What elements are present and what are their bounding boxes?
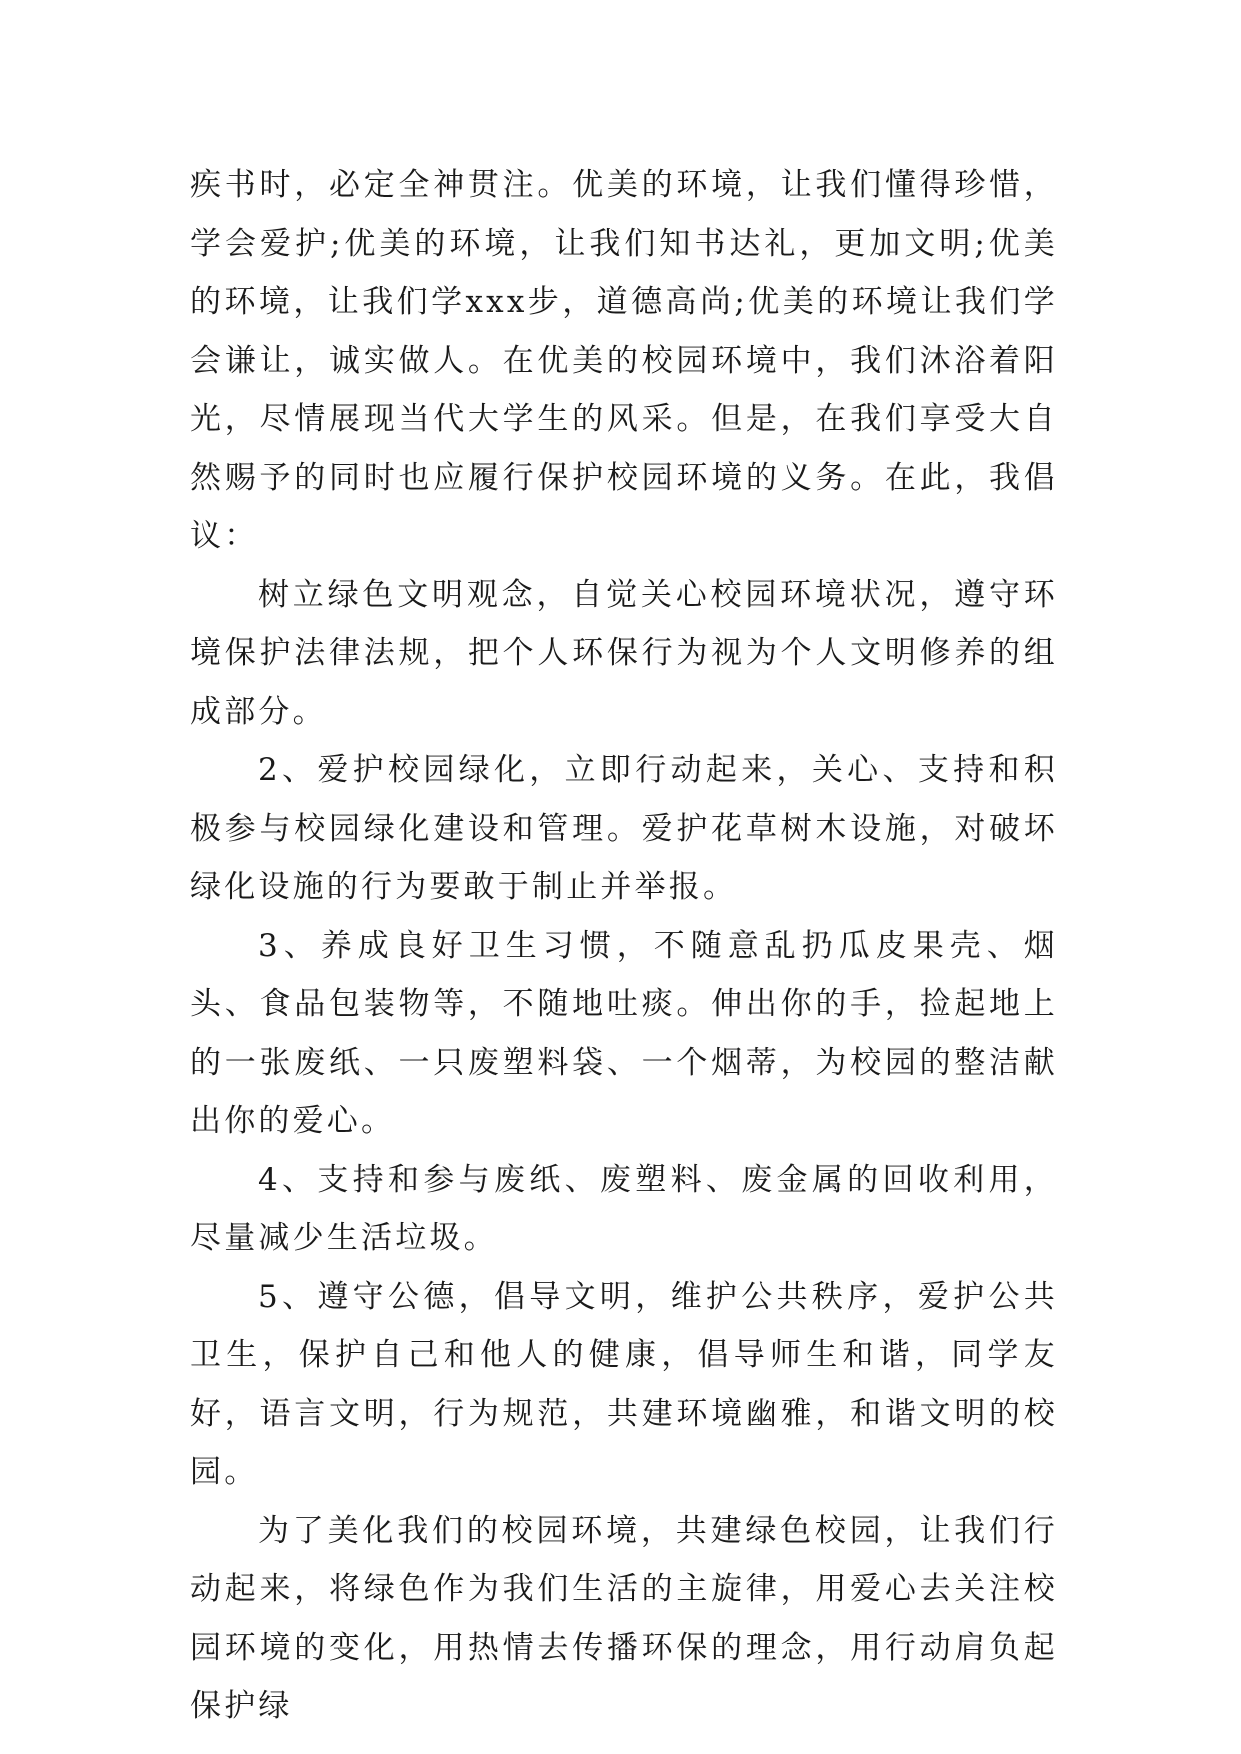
paragraph-proposal-2: 2、爱护校园绿化，立即行动起来，关心、支持和积极参与校园绿化建设和管理。爱护花草树木设施，对破坏绿化设施的行为要敢于制止并举报。	[190, 752, 1058, 905]
paragraph-closing: 为了美化我们的校园环境，共建绿色校园，让我们行动起来，将绿色作为我们生活的主旋律，用爱心去关注校园环境的变化，用热情去传播环保的理念，用行动肩负起保护绿	[190, 1512, 1058, 1724]
document-body	[190, 156, 1058, 1736]
paragraph-proposal-5: 5、遵守公德，倡导文明，维护公共秩序，爱护公共卫生，保护自己和他人的健康，倡导师生和谐，同学友好，语言文明，行为规范，共建环境幽雅，和谐文明的校园。	[190, 1278, 1058, 1490]
paragraph-proposal-4: 4、支持和参与废纸、废塑料、废金属的回收利用，尽量减少生活垃圾。	[190, 1161, 1058, 1256]
paragraph-proposal-1: 树立绿色文明观念，自觉关心校园环境状况，遵守环境保护法律法规，把个人环保行为视为个人文明修养的组成部分。	[190, 576, 1058, 730]
paragraph-proposal-3: 3、养成良好卫生习惯，不随意乱扔瓜皮果壳、烟头、食品包装物等，不随地吐痰。伸出你的手，捡起地上的一张废纸、一只废塑料袋、一个烟蒂，为校园的整洁献出你的爱心。	[190, 927, 1058, 1139]
paragraph-continuation: 疾书时，必定全神贯注。优美的环境，让我们懂得珍惜，学会爱护;优美的环境，让我们知书达礼，更加文明;优美的环境，让我们学xxx步，道德高尚;优美的环境让我们学会谦让，诚实做人。在优美的校园环境中，我们沐浴着阳光，尽情展现当代大学生的风采。但是，在我们享受大自然赐予的同时也应履行保护校园环境的义务。在此，我倡议：	[190, 167, 1058, 554]
